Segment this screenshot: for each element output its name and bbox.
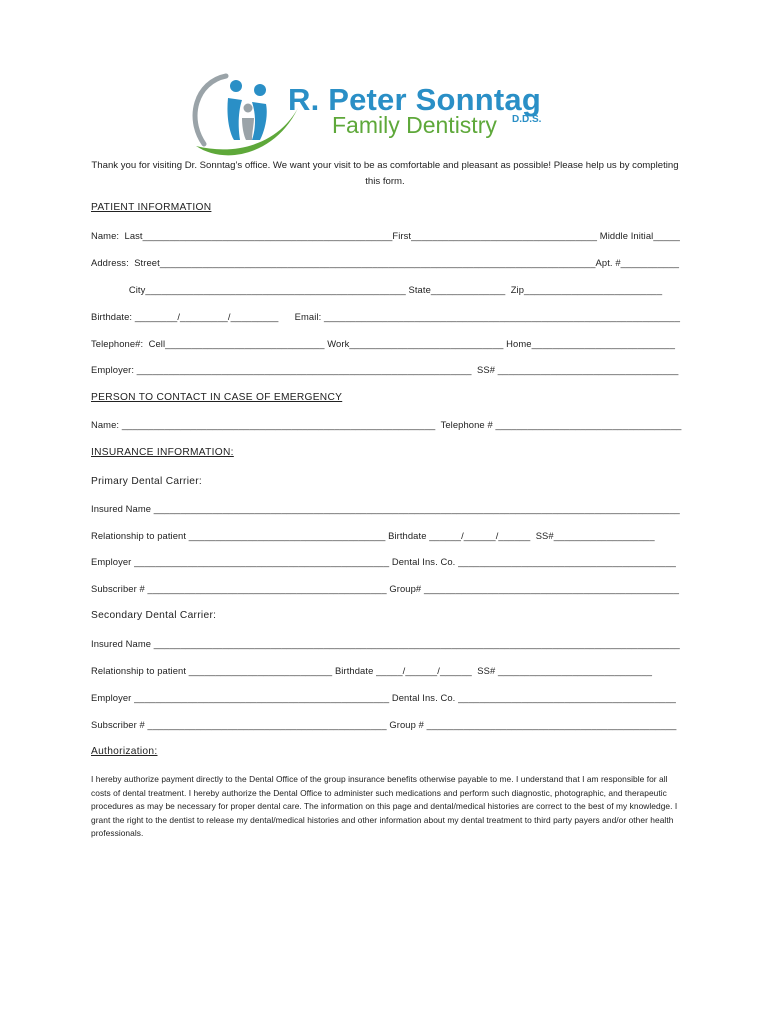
- logo-practice-name: R. Peter Sonntag: [288, 82, 541, 117]
- primary-relationship-field[interactable]: Relationship to patient _____________________________________ Birthdate ______/______/______ SS#___________________: [91, 530, 655, 541]
- primary-carrier-heading: Primary Dental Carrier:: [91, 476, 203, 487]
- patient-telephone-field[interactable]: Telephone#: Cell______________________________ Work_____________________________ Home___________________________: [91, 338, 676, 349]
- intro-text: Thank you for visiting Dr. Sonntag’s office. We want your visit to be as comfortable and pleasant as possible! Please help us by completing this form.: [91, 160, 679, 187]
- authorization-text: I hereby authorize payment directly to the Dental Office of the group insurance benefits otherwise payable to me. I understand that I am responsible for all costs of dental treatment. I hereby authorize the Dental Office to administer such medications and perform such diagnostic, photographic, and therapeutic procedures as may be necessary for proper dental care. The information on this page and dental/medical histories are correct to the best of my knowledge. I grant the right to the dentist to release my dental/medical histories and other information about my dental treatment to third party payers and/or other health professionals.: [91, 774, 678, 838]
- primary-subscriber-field[interactable]: Subscriber # _____________________________________________ Group# ________________________________________________: [91, 583, 680, 594]
- authorization-heading: Authorization:: [91, 746, 158, 757]
- primary-employer-field[interactable]: Employer ________________________________________________ Dental Ins. Co. _________________________________________: [91, 556, 676, 567]
- secondary-insured-name-field[interactable]: Insured Name ___________________________________________________________________________________________________: [91, 638, 680, 649]
- insurance-information-heading: INSURANCE INFORMATION:: [91, 447, 234, 458]
- practice-logo: [186, 68, 546, 168]
- emergency-contact-field[interactable]: Name: ___________________________________________________________ Telephone # ___________________________________: [91, 419, 682, 430]
- patient-information-heading: PATIENT INFORMATION: [91, 202, 212, 213]
- secondary-employer-field[interactable]: Employer ________________________________________________ Dental Ins. Co. _________________________________________: [91, 692, 676, 703]
- logo-practice-subtitle: Family Dentistry: [332, 112, 497, 138]
- emergency-contact-heading: PERSON TO CONTACT IN CASE OF EMERGENCY: [91, 392, 343, 403]
- patient-employer-ssn-field[interactable]: Employer: _______________________________________________________________ SS# __________________________________: [91, 364, 679, 375]
- secondary-carrier-heading: Secondary Dental Carrier:: [91, 610, 217, 621]
- primary-insured-name-field[interactable]: Insured Name ___________________________________________________________________________________________________: [91, 503, 680, 514]
- patient-city-state-zip-field[interactable]: City_________________________________________________ State______________ Zip__________________________: [91, 284, 663, 295]
- logo-credential-suffix: D.D.S.: [512, 114, 542, 125]
- patient-birthdate-email-field[interactable]: Birthdate: ________/_________/_________ Email: ___________________________________________________________________: [91, 311, 681, 322]
- secondary-subscriber-field[interactable]: Subscriber # _____________________________________________ Group # _______________________________________________: [91, 719, 677, 730]
- patient-address-field[interactable]: Address: Street__________________________________________________________________________________Apt. #___________: [91, 257, 680, 268]
- patient-name-field[interactable]: Name: Last_______________________________________________First___________________________________ Middle Initial_____: [91, 230, 680, 241]
- secondary-relationship-field[interactable]: Relationship to patient ___________________________ Birthdate _____/______/______ SS# _____________________________: [91, 665, 653, 676]
